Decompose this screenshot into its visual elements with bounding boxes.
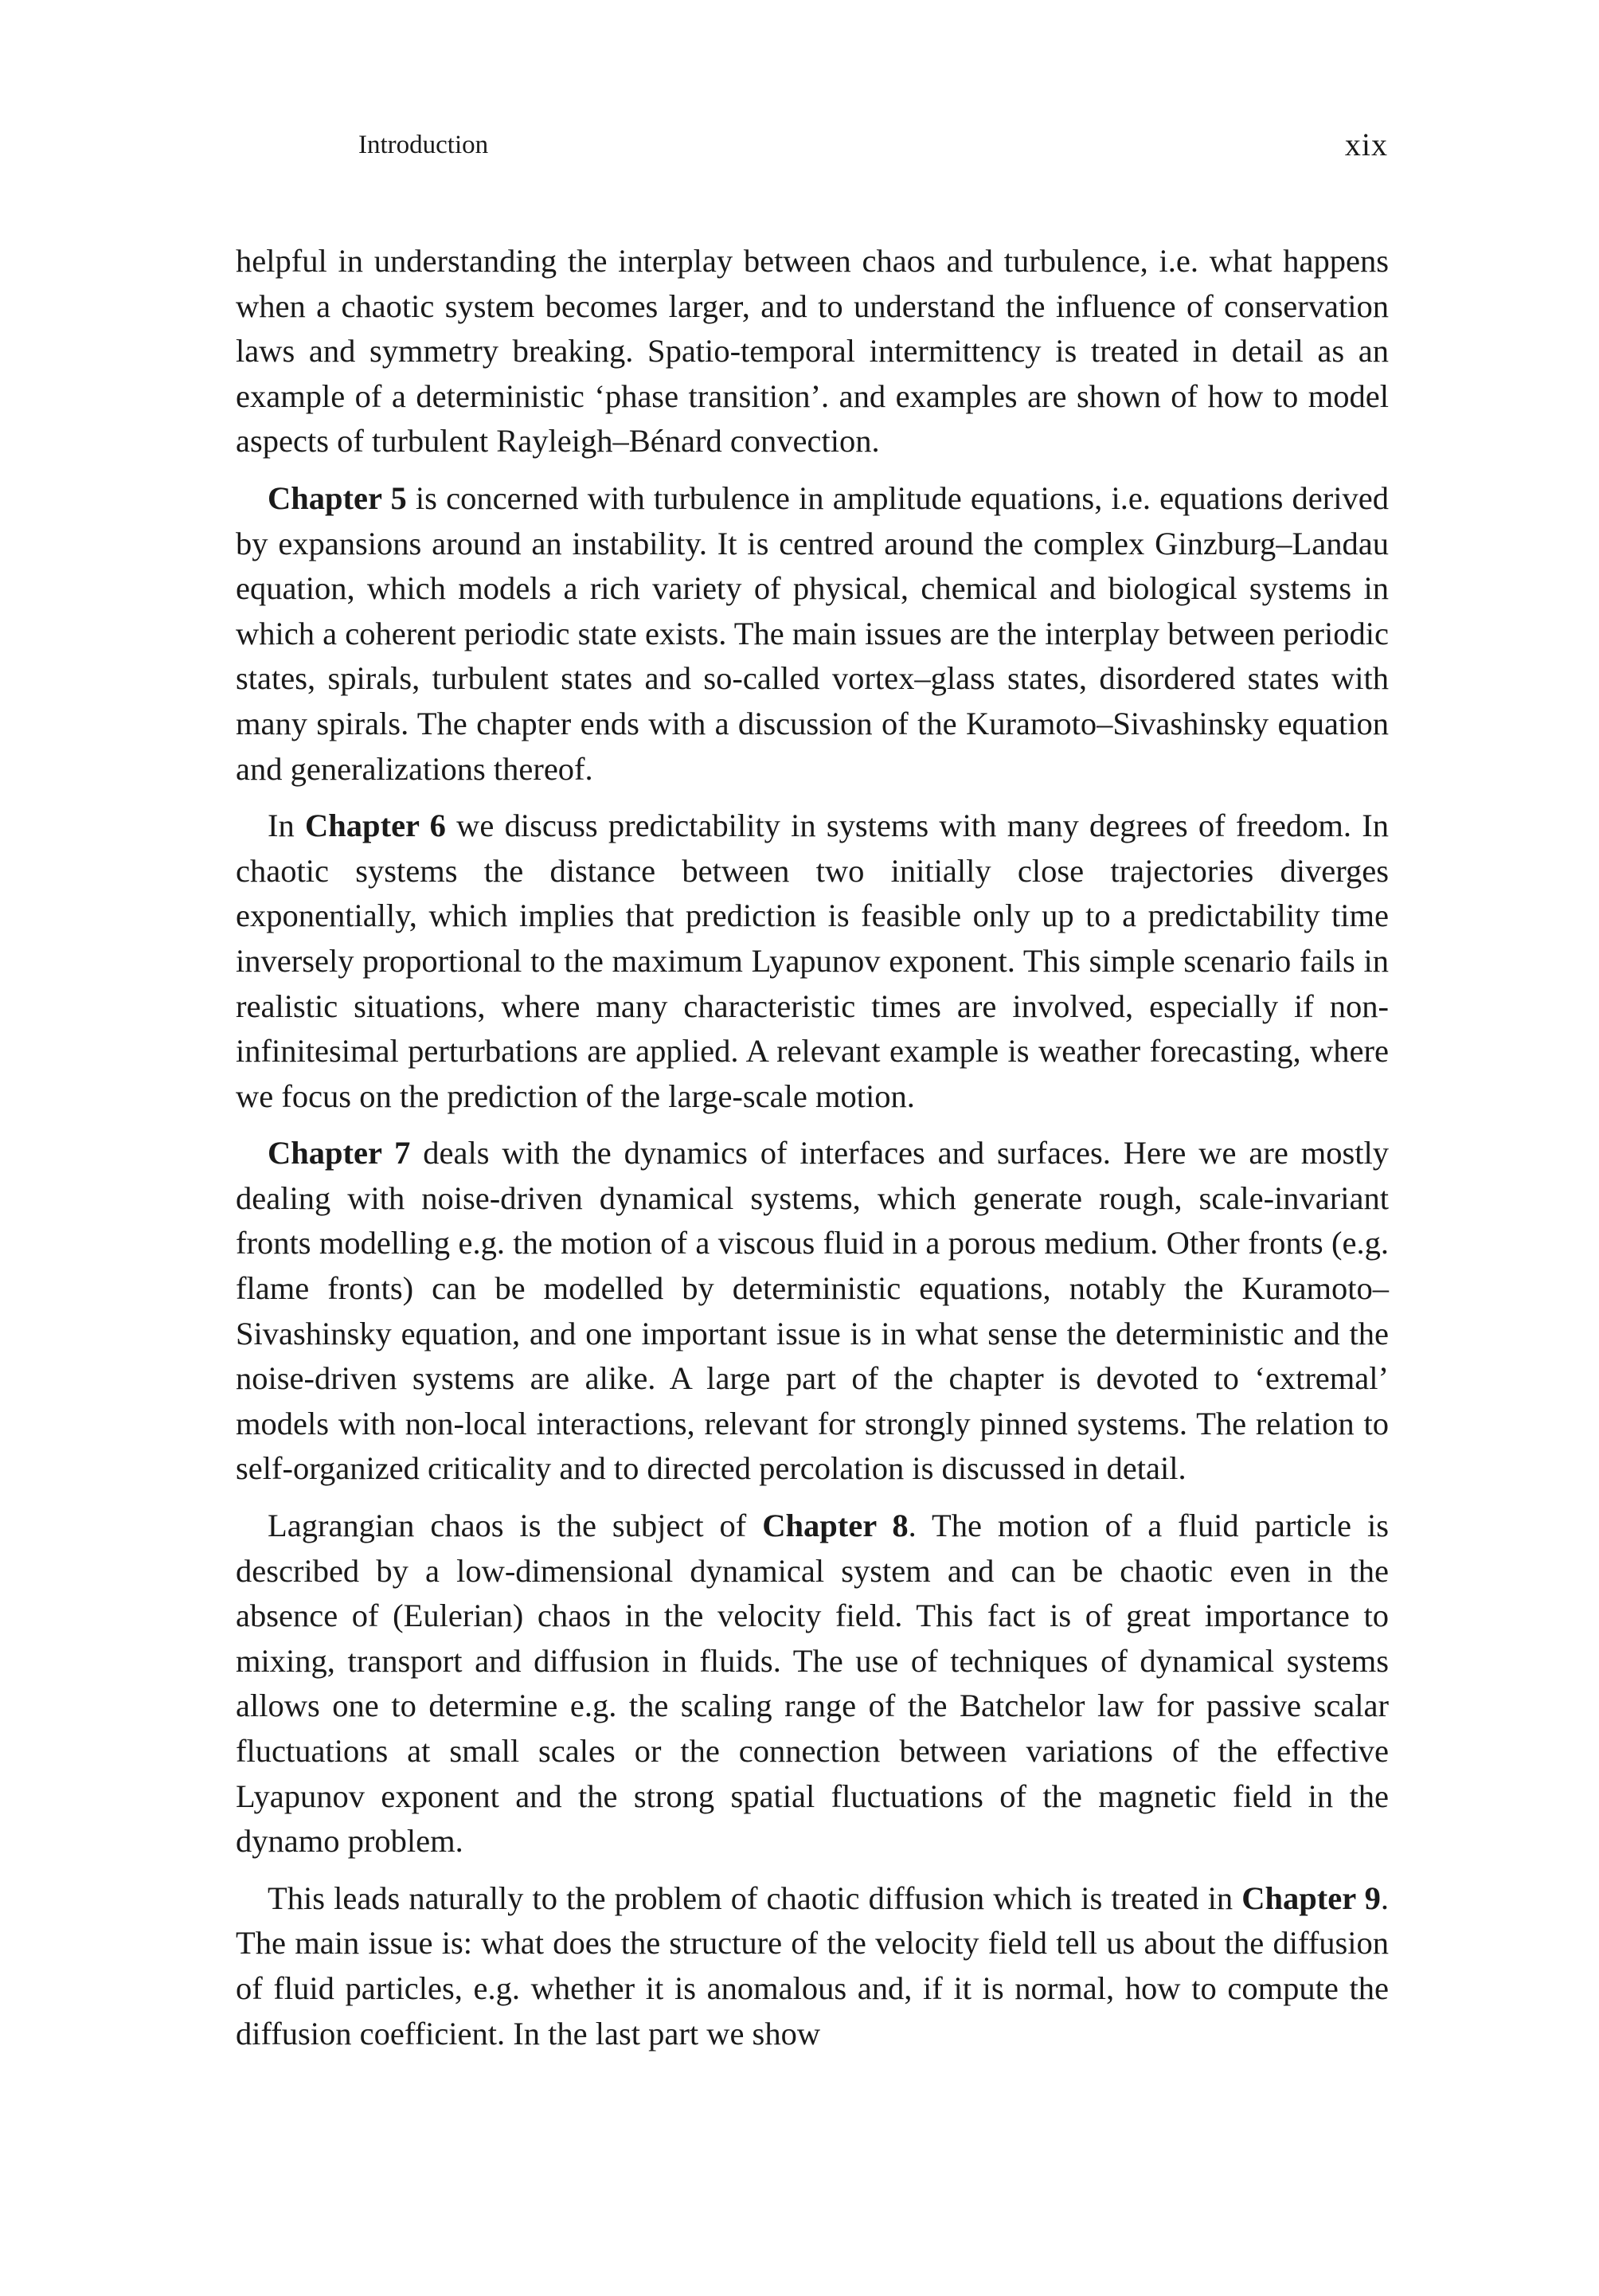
paragraph-continued (236, 239, 1389, 464)
paragraph-chapter-8 (236, 1504, 1389, 1864)
paragraph-lead-text: This leads naturally to the problem of chaotic diffusion which is treated in (268, 1879, 1242, 1916)
paragraph-chapter-5 (236, 476, 1389, 792)
paragraph-chapter-9 (236, 1876, 1389, 2056)
paragraph-lead-text: Lagrangian chaos is the subject of (268, 1508, 763, 1544)
paragraph-text: we discuss predictability in systems with many degrees of freedom. In chaotic systems the distance between two initially close trajectories diverges exponentially, which implies that prediction is feasible only up to a predictability time inversely proportional to the maximum Lyapunov exponent. This simple scenario fails in realistic situations, where many characteristic times are involved, especially if non-infinitesimal perturbations are applied. A relevant example is weather forecasting, where we focus on the prediction of the large-scale motion. (236, 808, 1390, 1114)
chapter-reference: Chapter 8 (762, 1508, 909, 1544)
paragraph-chapter-7 (236, 1131, 1389, 1492)
chapter-reference: Chapter 5 (268, 479, 407, 516)
paragraph-chapter-6 (236, 804, 1389, 1119)
paragraph-lead-text: In (268, 808, 306, 844)
body-text (236, 239, 1389, 2068)
running-title: Introduction (358, 131, 489, 159)
running-head (358, 127, 1388, 162)
paragraph-text: deals with the dynamics of interfaces and surfaces. Here we are mostly dealing with noise-driven dynamical systems, which generate rough, scale-invariant fronts modelling e.g. the motion of a viscous fluid in a porous medium. Other fronts (e.g. flame fronts) can be modelled by deterministic equations, notably the Kuramoto–Sivashinsky equation, and one important issue is in what sense the deterministic and the noise-driven systems are alike. A large part of the chapter is devoted to ‘extremal’ models with non-local interactions, relevant for strongly pinned systems. The relation to self-organized criticality and to directed percolation is discussed in detail. (236, 1135, 1389, 1487)
page-number: xix (1344, 127, 1388, 162)
paragraph-text: . The main issue is: what does the structure of the velocity field tell us about the diffusion of fluid particles, e.g. whether it is anomalous and, if it is normal, how to compute the diffusion coefficient. In the last part we show (236, 1879, 1389, 2052)
chapter-reference: Chapter 6 (305, 808, 446, 844)
paragraph-text: is concerned with turbulence in amplitude equations, i.e. equations derived by expansions around an instability. It is centred around the complex Ginzburg–Landau equation, which models a rich variety of physical, chemical and biological systems in which a coherent periodic state exists. The main issues are the interplay between periodic states, spirals, turbulent states and so-called vortex–glass states, disordered states with many spirals. The chapter ends with a discussion of the Kuramoto–Sivashinsky equation and generalizations thereof. (236, 479, 1390, 787)
paragraph-text: helpful in understanding the interplay between chaos and turbulence, i.e. what happens when a chaotic system becomes larger, and to understand the influence of conservation laws and symmetry breaking. Spatio-temporal intermittency is treated in detail as an example of a deterministic ‘phase transition’. and examples are shown of how to model aspects of turbulent Rayleigh–Bénard convection. (236, 243, 1389, 460)
chapter-reference: Chapter 9 (1241, 1879, 1381, 1916)
paragraph-text: . The motion of a fluid particle is described by a low-dimensional dynamical system and can be chaotic even in the absence of (Eulerian) chaos in the velocity field. This fact is of great importance to mixing, transport and diffusion in fluids. The use of techniques of dynamical systems allows one to determine e.g. the scaling range of the Batchelor law for passive scalar fluctuations at small scales or the connection between variations of the effective Lyapunov exponent and the strong spatial fluctuations of the magnetic field in the dynamo problem. (236, 1508, 1389, 1860)
chapter-reference: Chapter 7 (268, 1135, 411, 1171)
